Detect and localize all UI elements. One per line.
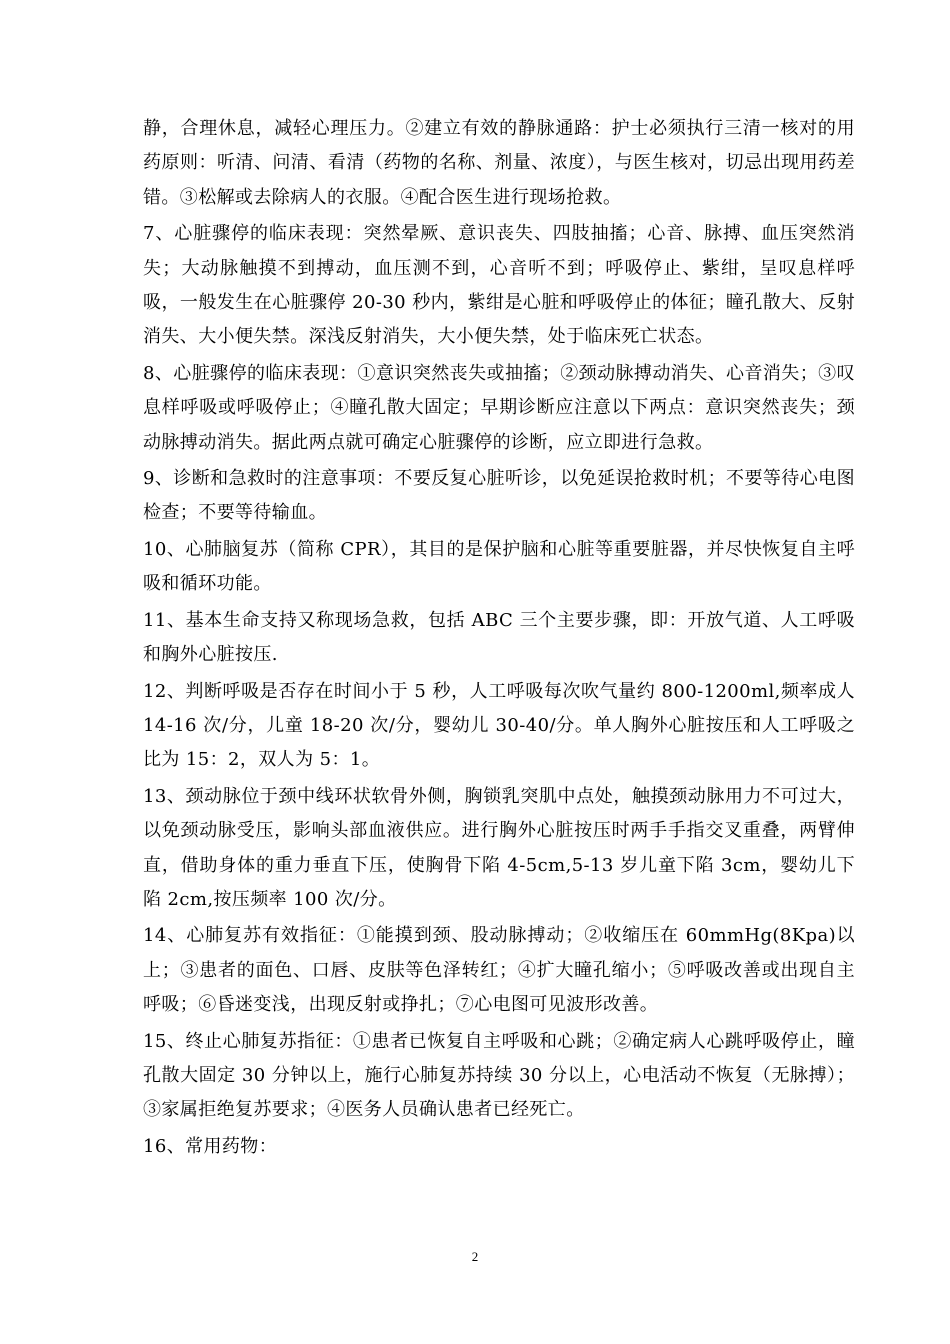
document-body (143, 112, 855, 1166)
paragraph-continuation: 静，合理休息，减轻心理压力。②建立有效的静脉通路：护士必须执行三清一核对的用药原则：听清、问清、看清（药物的名称、剂量、浓度），与医生核对，切忌出现用药差错。③松解或去除病人的衣服。④配合医生进行现场抢救。 (143, 118, 855, 208)
paragraph-item-8: 8、心脏骤停的临床表现：①意识突然丧失或抽搐；②颈动脉搏动消失、心音消失；③叹息样呼吸或呼吸停止；④瞳孔散大固定；早期诊断应注意以下两点：意识突然丧失；颈动脉搏动消失。据此两点就可确定心脏骤停的诊断，应立即进行急救。 (143, 362, 855, 453)
paragraph-item-16: 16、常用药物： (143, 1135, 278, 1157)
paragraph-item-13: 13、颈动脉位于颈中线环状软骨外侧，胸锁乳突肌中点处，触摸颈动脉用力不可过大，以免颈动脉受压，影响头部血液供应。进行胸外心脏按压时两手手指交叉重叠，两臂伸直，借助身体的重力垂直下压，使胸骨下陷 4-5cm,5-13 岁儿童下陷 3cm，婴幼儿下陷 2cm,按压频率 100 次/分。 (143, 785, 855, 910)
paragraph-item-10: 10、心肺脑复苏（简称 CPR），其目的是保护脑和心脏等重要脏器，并尽快恢复自主呼吸和循环功能。 (143, 538, 855, 595)
page-number: 2 (471, 1249, 479, 1264)
paragraph-item-7: 7、心脏骤停的临床表现：突然晕厥、意识丧失、四肢抽搐；心音、脉搏、血压突然消失；大动脉触摸不到搏动，血压测不到，心音听不到；呼吸停止、紫绀，呈叹息样呼吸，一般发生在心脏骤停 20-30 秒内，紫绀是心脏和呼吸停止的体征；瞳孔散大、反射消失、大小便失禁。深浅反射消失，大小便失禁，处于临床死亡状态。 (143, 223, 855, 348)
paragraph-item-11: 11、基本生命支持又称现场急救，包括 ABC 三个主要步骤，即：开放气道、人工呼吸和胸外心脏按压. (143, 609, 855, 666)
paragraph-item-15: 15、终止心肺复苏指征：①患者已恢复自主呼吸和心跳；②确定病人心跳呼吸停止，瞳孔散大固定 30 分钟以上，施行心肺复苏持续 30 分以上，心电活动不恢复（无脉搏）；③家属拒绝复苏要求；④医务人员确认患者已经死亡。 (143, 1030, 855, 1121)
paragraph-item-9: 9、诊断和急救时的注意事项：不要反复心脏听诊，以免延误抢救时机；不要等待心电图检查；不要等待输血。 (143, 468, 855, 524)
paragraph-item-14: 14、心肺复苏有效指征：①能摸到颈、股动脉搏动；②收缩压在 60mmHg(8Kpa)以上；③患者的面色、口唇、皮肤等色泽转红；④扩大瞳孔缩小；⑤呼吸改善或出现自主呼吸；⑥昏迷变浅，出现反射或挣扎；⑦心电图可见波形改善。 (143, 925, 855, 1016)
paragraph-item-12: 12、判断呼吸是否存在时间小于 5 秒，人工呼吸每次吹气量约 800-1200ml,频率成人 14-16 次/分，儿童 18-20 次/分，婴幼儿 30-40/分。单人胸外心脏按压和人工呼吸之比为 15：2，双人为 5：1。 (143, 680, 855, 771)
